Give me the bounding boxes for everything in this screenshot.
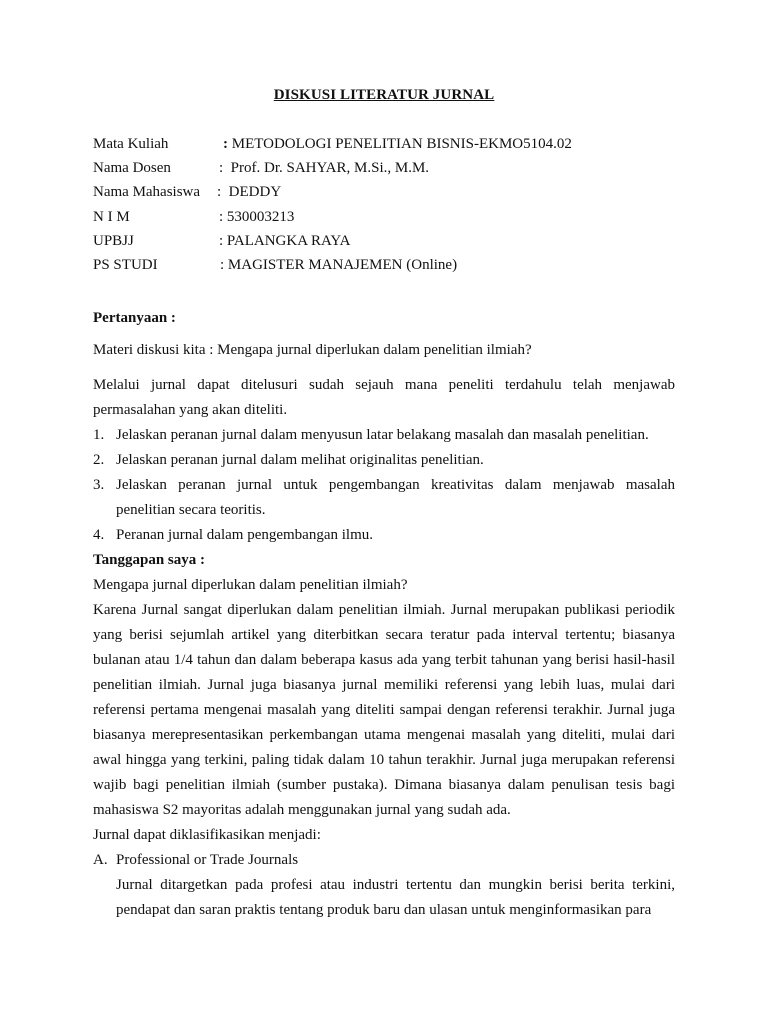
question-list — [93, 423, 675, 548]
info-label: N I M — [93, 208, 130, 225]
materi-text: Materi diskusi kita : Mengapa jurnal diperlukan dalam penelitian ilmiah? — [93, 342, 532, 358]
info-label: Nama Dosen — [93, 160, 171, 177]
class-list — [93, 848, 675, 873]
list-item: 1. Jelaskan peranan jurnal dalam menyusun latar belakang masalah dan masalah penelitian. — [93, 427, 649, 443]
info-value: : 530003213 — [219, 208, 295, 225]
answer-paragraph: Karena Jurnal sangat diperlukan dalam penelitian ilmiah. Jurnal merupakan publikasi periodik yang berisi sejumlah artikel yang diterbitkan secara teratur pada interval tertentu; biasanya bulanan atau 1/4 tahun dan dalam beberapa kasus ada yang terbit tahunan yang berisi hasil-hasil penelitian ilmiah. Jurnal juga biasanya jurnal memiliki referensi yang lebih luas, mulai dari referensi pertama mengenai masalah yang diteliti sampai dengan referensi terakhir. Jurnal juga biasanya merepresentasikan perkembangan utama mengenai masalah yang diteliti, mulai dari awal hingga yang terkini, paling tidak dalam 10 tahun terakhir. Jurnal juga merupakan referensi wajib bagi penelitian ilmiah (sumber pustaka). Dimana biasanya dalam penulisan tesis bagi mahasiswa S2 mayoritas adalah menggunakan jurnal yang sudah ada. — [93, 602, 675, 818]
list-item: A. Professional or Trade Journals — [93, 852, 299, 868]
info-row-upbjj — [93, 232, 693, 256]
info-value: : PALANGKA RAYA — [219, 232, 351, 249]
class-a-description: Jurnal ditargetkan pada profesi atau industri tertentu dan mungkin berisi berita terkini, pendapat dan saran praktis tentang produk baru dan ulasan untuk menginformasikan para — [116, 877, 675, 918]
info-row-nama-dosen — [93, 159, 693, 183]
tanggapan-heading: Tanggapan saya : — [93, 552, 205, 568]
list-item: 4. Peranan jurnal dalam pengembangan ilmu. — [93, 527, 373, 543]
info-label: Nama Mahasiswa — [93, 184, 201, 201]
info-label: PS STUDI — [93, 256, 158, 273]
info-value: : METODOLOGI PENELITIAN BISNIS-EKMO5104.02 — [223, 136, 572, 152]
info-label: UPBJJ — [93, 232, 134, 249]
info-label: Mata Kuliah — [93, 136, 169, 152]
list-item: 3. Jelaskan peranan jurnal untuk pengembangan kreativitas dalam menjawab masalah penelitian secara teoritis. — [93, 477, 675, 518]
document-title: DISKUSI LITERATUR JURNAL — [273, 87, 495, 103]
info-row-nama-mahasiswa — [93, 183, 693, 207]
info-value: : DEDDY — [217, 184, 282, 201]
intro-block — [93, 373, 675, 923]
list-item: 2. Jelaskan peranan jurnal dalam melihat originalitas penelitian. — [93, 452, 484, 468]
intro-paragraph: Melalui jurnal dapat ditelusuri sudah sejauh mana peneliti terdahulu telah menjawab permasalahan yang akan diteliti. — [93, 377, 675, 418]
info-row-nim — [93, 208, 693, 232]
tanggapan-question: Mengapa jurnal diperlukan dalam penelitian ilmiah? — [93, 577, 408, 593]
pertanyaan-heading: Pertanyaan : — [93, 310, 176, 326]
info-value: : Prof. Dr. SAHYAR, M.Si., M.M. — [219, 160, 430, 177]
course-info — [93, 135, 693, 280]
question-section — [93, 310, 675, 327]
materi-line — [93, 342, 675, 359]
info-row-ps-studi — [93, 256, 693, 280]
info-value: : MAGISTER MANAJEMEN (Online) — [220, 256, 458, 273]
info-row-mata-kuliah — [93, 135, 693, 159]
klasifikasi-text: Jurnal dapat diklasifikasikan menjadi: — [93, 827, 321, 843]
